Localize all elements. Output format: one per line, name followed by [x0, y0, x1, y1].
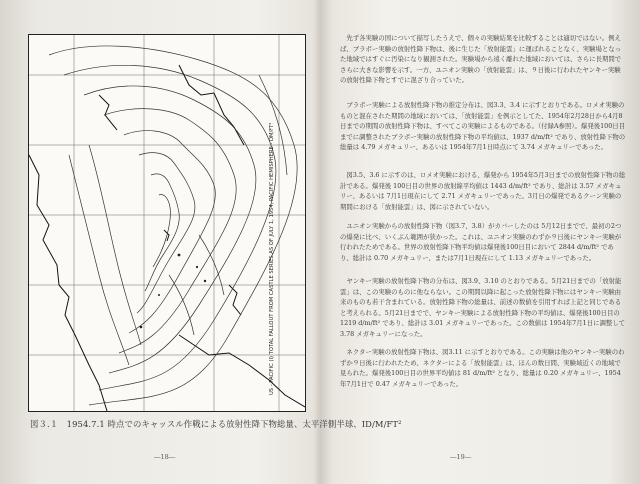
fallout-map-drawing — [29, 35, 305, 411]
paragraph-2: ブラボー実験による放射性降下物の推定分布は、図3.3、3.4 に示すとおりである。ロメオ実験のものと混在された期間の地域においては、「放射能雲」を例示としてた、1954年2月28日から4月8日までの期間の放射性降下物は、すべてこの実験によるものである。（付録A参照）。爆発後100日目までに調整されたブラボー実験の放射性降下物の平均値は、1937 d/m/ft² であり、放射性降下物の総量は 4.79 メガキュリー、あるいは 1954年7月1日時点にて 3.74 メガキュリーであった。 — [340, 101, 626, 152]
paragraph-5: ヤンキー実験の放射性降下物の分布は、図3.9、3.10 のとおりである。5月21日までの「放射能雲」は、この実験のものに他ならない。この期間以降に起こった放射性降下物にはヤンキー実験由来のものも若干含まれている。放射性降下物の総量は、前述の数値を引用すれば上記と同じであると考えられる。5月21日までで、ヤンキー実験による放射性降下物の平均値は、爆発後100日目の 1219 d/m/ft² であり、総計は 3.01 メガキュリーであった。この数値は 1954年7月1日に調整して 3.78 メガキュリーになった。 — [340, 277, 626, 338]
paragraph-6: ネクター実験の放射性降下物は、図3.11 に示すとおりである。この実験は他のヤンキー実験のわずか９日後に行われたため、ネクターによる「放射能雲」は、ほんの数日間、実験域近くの地域で見られた。爆発後100日目の世界平均値は 81 d/m/ft² となり、総量は 0.20 メガキュリー、1954年7月1日で 0.47 メガキュリーであった。 — [340, 348, 625, 388]
page-number-left: ―18― — [154, 453, 176, 461]
right-page — [320, 0, 640, 484]
figure-caption: 図３.１ 1954.7.1 時点でのキャッスル作戦による放射性降下物総量、太平洋側半球、ID/M/FT² — [30, 419, 402, 429]
map-title: US - PACIFIC (I) TOTAL FALLOUT FROM CASTLE SERIES AS OF JULY 1, 1954, PACIFIC HEMISPHERE - DM/FT² — [269, 122, 275, 395]
paragraph-1: 先ず各実験の国について描写したうえで、個々の実験結果を比較することは適切ではない。例えば、ブラボー実験の放射性降下物は、後に生じた「放射能雲」に運ばれることなく、実験場となった地域ではすぐに汚染になり観測された。実験場から遠く離れた地域においては、さらに長期間でさらに大きな影響を示す。一方、ユニオン実験の「放射能雲」は、９日後に行われたヤンキー実験の放射性降下物とすでに混ざり合っていた。 — [340, 34, 622, 85]
fallout-map — [28, 34, 306, 412]
paragraph-3: 図3.5、3.6 に示すのは、ロメオ実験における、爆発から 1954年5月3日までの放射性降下物の総計である。爆発後 100日目の世界の放射線平均値は 1443 d/m/ft² であり、総計は 3.57 メガキュリー、あるいは 7月1日現在にして 2.71 メガキュリーであった。3月日の爆発であるクーン実験の期間における「放射能雲」は、図に示されていない。 — [340, 171, 626, 211]
paragraph-4: ユニオン実験からの放射性降下物（図3.7、3.8）がカバーしたのは 5月12日までで、最初の2つの爆発に比べ、いくぶん範囲が狭かった。これは、ユニオン実験のわずか９日後にヤンキー実験が行われたためである。世界の放射性降下物平均値は爆発後100日目において 2844 d/m/ft² であり、総計は 0.70 メガキュリー、または7月1日現在にして 1.13 メガキュリーであった。 — [340, 222, 622, 262]
page-number-right: ―19― — [450, 453, 472, 461]
